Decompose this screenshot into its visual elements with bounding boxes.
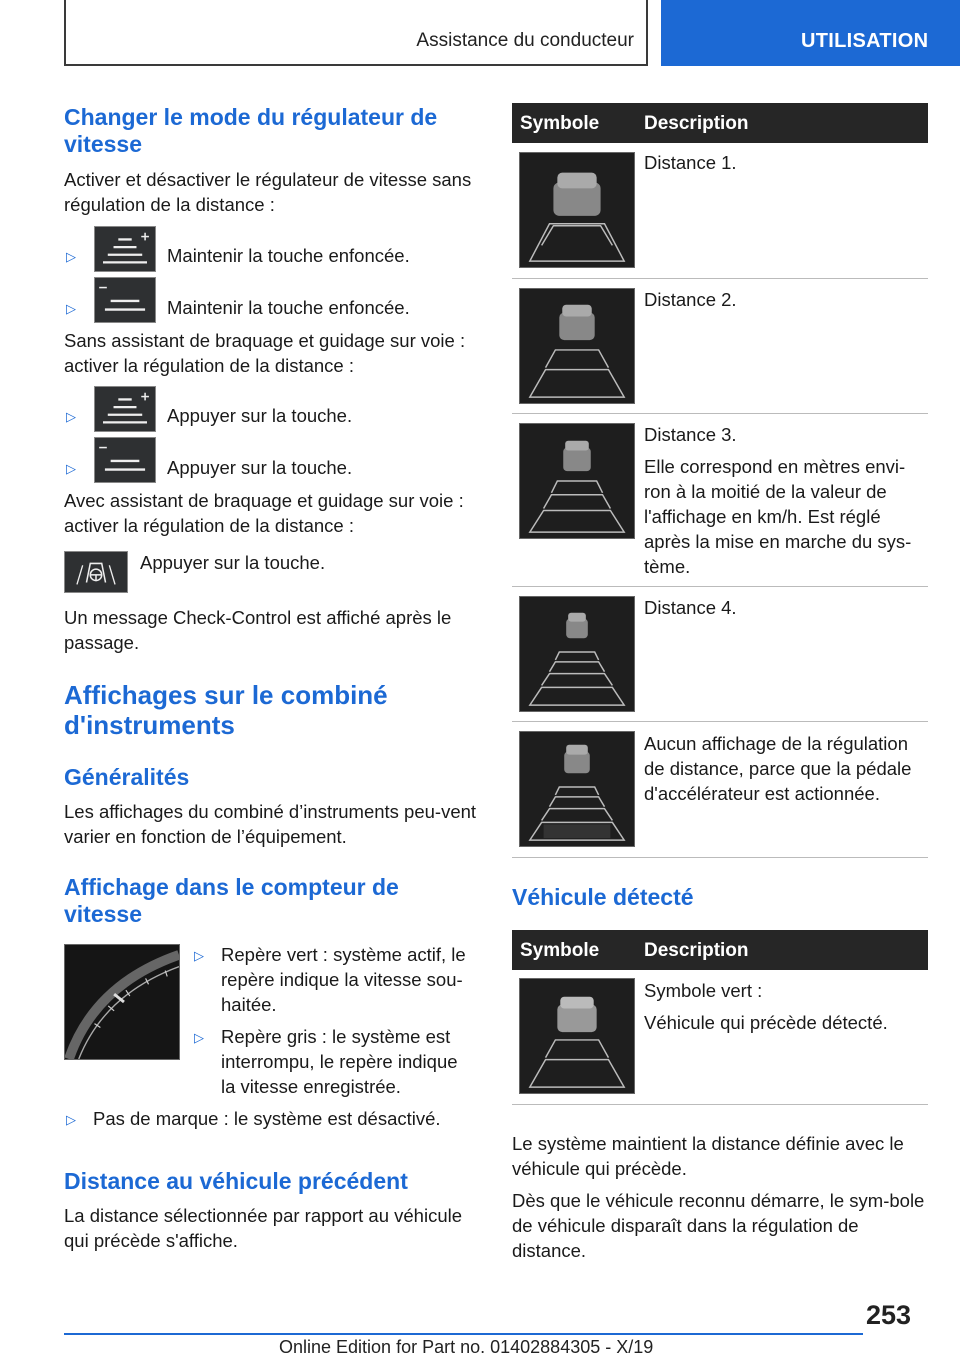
bullet-triangle-icon: ▷	[194, 1030, 204, 1045]
item-press-key-3: Appuyer sur la touche.	[140, 552, 326, 573]
column-symbol: Symbole	[520, 113, 600, 134]
column-symbol: Symbole	[520, 940, 600, 961]
paragraph-change-mode: Activer et désactiver le régulateur de vitesse sans régulation de la distance :	[64, 169, 472, 215]
page-number: 253	[866, 1300, 912, 1330]
column-description: Description	[644, 113, 749, 134]
heading-speedometer-display: Affichage dans le compteur de vitesse	[64, 874, 399, 927]
row-3-line-2: Elle correspond en mètres envi-ron à la moitié de la valeur de l'affichage en km/h. Est réglé après la mise en marche du sys-tème.	[644, 456, 912, 577]
vehicle-detected-symbol-image	[519, 978, 635, 1094]
heading-vehicle-detected: Véhicule détecté	[512, 884, 694, 910]
bullet-green-mark: Repère vert : système actif, le repère indique la vitesse sou-haitée.	[221, 944, 466, 1015]
no-distance-symbol-image	[519, 731, 635, 847]
row-4-line-1: Distance 4.	[644, 597, 737, 618]
table-divider	[512, 721, 928, 722]
table-header	[512, 930, 928, 970]
paragraph-distance: La distance sélectionnée par rapport au véhicule qui précède s'affiche.	[64, 1205, 463, 1251]
bullet-gray-mark: Repère gris : le système est interrompu, le repère indique la vitesse enregistrée.	[221, 1026, 458, 1097]
table2-row-desc	[644, 978, 924, 1035]
distance-1-symbol-image	[519, 152, 635, 268]
bullet-triangle-icon: ▷	[66, 409, 76, 424]
speedometer-image	[64, 944, 180, 1060]
column-description: Description	[644, 940, 749, 961]
item-hold-key-2: Maintenir la touche enfoncée.	[167, 297, 410, 318]
bullet-triangle-icon: ▷	[66, 1112, 76, 1127]
row-line-1: Symbole vert :	[644, 980, 763, 1001]
item-press-key-2: Appuyer sur la touche.	[167, 457, 353, 478]
table-header	[512, 103, 928, 143]
row-3-line-1: Distance 3.	[644, 424, 737, 445]
distance-2-symbol-image	[519, 288, 635, 404]
table-row-3-desc	[644, 422, 924, 579]
table-divider	[512, 857, 928, 858]
header-chapter-box	[64, 0, 648, 66]
paragraph-system-maintains: Le système maintient la distance définie avec le véhicule qui précède.	[512, 1133, 904, 1179]
paragraph-generalites: Les affichages du combiné d’instruments peu-vent varier en fonction de l’équipement.	[64, 801, 477, 847]
bullet-triangle-icon: ▷	[66, 301, 76, 316]
table-row-4-desc	[644, 595, 924, 620]
distance-3-symbol-image	[519, 423, 635, 539]
row-5-line-1: Aucun affichage de la régulation de distance, parce que la pédale d'accélérateur est actionnée.	[644, 733, 912, 804]
table-row-5-desc	[644, 731, 924, 806]
table-divider	[512, 586, 928, 587]
paragraph-without-assistant: Sans assistant de braquage et guidage sur voie : activer la régulation de la distance :	[64, 330, 466, 376]
item-hold-key-1: Maintenir la touche enfoncée.	[167, 245, 410, 266]
section-title: UTILISATION	[801, 30, 929, 52]
bullet-no-mark: Pas de marque : le système est désactivé.	[93, 1108, 441, 1129]
table-divider	[512, 278, 928, 279]
bullet-triangle-icon: ▷	[194, 948, 204, 963]
row-2-line-1: Distance 2.	[644, 289, 737, 310]
table-divider	[512, 413, 928, 414]
item-press-key-1: Appuyer sur la touche.	[167, 405, 353, 426]
distance-plus-button-icon	[94, 226, 156, 272]
bullet-triangle-icon: ▷	[66, 249, 76, 264]
table-row-1-desc	[644, 150, 924, 175]
chapter-title: Assistance du conducteur	[416, 30, 634, 51]
heading-generalites: Généralités	[64, 764, 190, 790]
distance-4-symbol-image	[519, 596, 635, 712]
table-row-2-desc	[644, 287, 924, 312]
footer-rule	[64, 1333, 863, 1335]
heading-instrument-displays: Affichages sur le combiné d'instruments	[64, 680, 388, 740]
paragraph-check-control: Un message Check-Control est affiché après le passage.	[64, 607, 452, 653]
table-divider	[512, 1104, 928, 1105]
heading-distance: Distance au véhicule précédent	[64, 1168, 408, 1194]
steering-assistant-button-icon	[64, 551, 128, 593]
distance-plus-button-icon	[94, 386, 156, 432]
footer-edition: Online Edition for Part no. 01402884305 - X/19	[279, 1337, 654, 1357]
section-tab	[661, 0, 960, 66]
heading-change-mode: Changer le mode du régulateur de vitesse	[64, 104, 438, 157]
paragraph-with-assistant: Avec assistant de braquage et guidage sur voie : activer la régulation de la distance :	[64, 490, 464, 536]
distance-minus-button-icon	[94, 277, 156, 323]
distance-minus-button-icon	[94, 437, 156, 483]
bullet-triangle-icon: ▷	[66, 461, 76, 476]
row-1-line-1: Distance 1.	[644, 152, 737, 173]
paragraph-vehicle-starts: Dès que le véhicule reconnu démarre, le sym-bole de véhicule disparaît dans la régulation de distance.	[512, 1190, 925, 1261]
row-line-2: Véhicule qui précède détecté.	[644, 1012, 888, 1033]
